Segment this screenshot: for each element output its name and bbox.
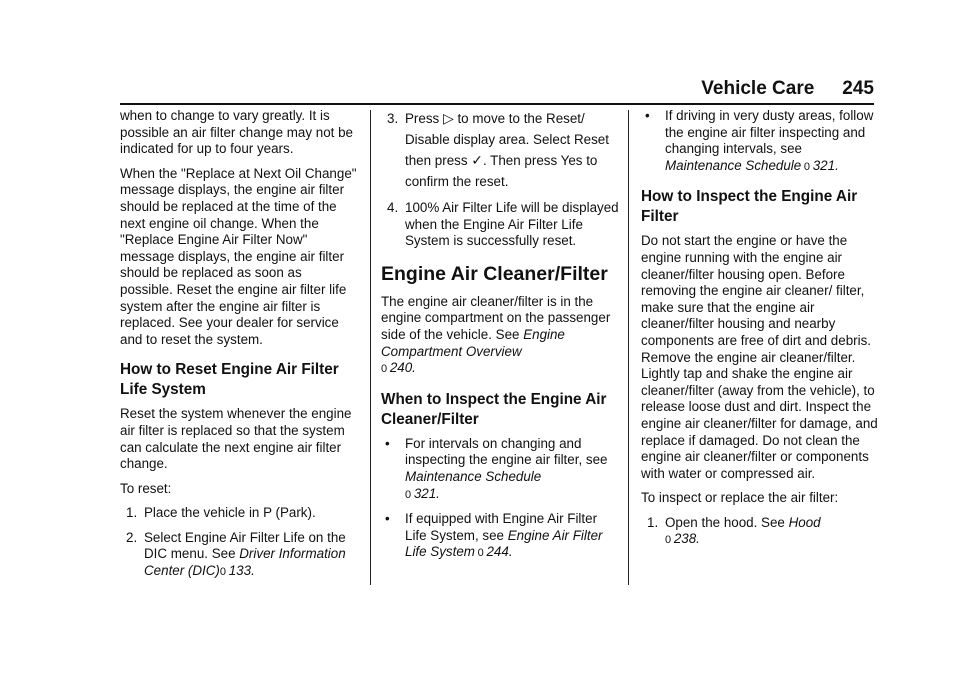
step-text: . Then press Yes to confirm the reset. bbox=[405, 153, 598, 189]
column-1 bbox=[120, 108, 358, 589]
list-item bbox=[120, 505, 358, 522]
list-item bbox=[381, 108, 619, 192]
ref-arrow-icon: 0 bbox=[219, 566, 227, 579]
page-header bbox=[701, 78, 874, 100]
cross-reference-link[interactable]: Engine Air Filter Life System bbox=[405, 527, 603, 560]
period: . bbox=[251, 563, 255, 579]
bullet-item: • For intervals on changing and inspecting the engine air filter, see Maintenance Schedule 0 321. bbox=[385, 435, 608, 501]
bullet: • bbox=[385, 435, 390, 451]
list-item bbox=[120, 530, 358, 581]
right-arrow-icon: ▷ bbox=[442, 110, 454, 126]
cross-reference-link[interactable]: Maintenance Schedule bbox=[665, 157, 802, 173]
page-reference[interactable]: 133 bbox=[228, 563, 252, 579]
cross-reference-link[interactable]: Engine Compartment Overview bbox=[381, 326, 565, 359]
section-heading: When to Inspect the Engine Air Cleaner/Filter bbox=[381, 390, 607, 428]
ref-arrow-icon: 0 bbox=[477, 547, 484, 560]
step-text: 100% Air Filter Life will be displayed when the Engine Air Filter Life System is successfully reset. bbox=[405, 200, 619, 249]
page-number: 245 bbox=[842, 78, 874, 99]
page-reference[interactable]: 321 bbox=[812, 157, 836, 173]
cross-reference-link[interactable]: Maintenance Schedule bbox=[405, 468, 542, 484]
ref-arrow-icon: 0 bbox=[665, 534, 672, 547]
ref-arrow-icon: 0 bbox=[405, 488, 412, 501]
main-heading: Engine Air Cleaner/Filter bbox=[381, 262, 608, 285]
bullet-item: • If driving in very dusty areas, follow the engine air filter inspecting and changing intervals, see Maintenance Schedule 0 321. bbox=[645, 108, 874, 173]
checkmark-icon: ✓ bbox=[471, 152, 483, 168]
paragraph: To inspect or replace the air filter: bbox=[641, 490, 839, 506]
section-heading: How to Reset Engine Air Filter Life System bbox=[120, 361, 339, 399]
cross-reference-link[interactable]: Driver Information Center (DIC) bbox=[144, 546, 346, 579]
bullet-item: • If equipped with Engine Air Filter Life System, see Engine Air Filter Life System 0 244. bbox=[385, 511, 603, 560]
column-3 bbox=[641, 108, 879, 557]
cross-reference-link[interactable]: Hood bbox=[788, 514, 821, 530]
paragraph: The engine air cleaner/filter is in the engine compartment on the passenger side of the vehicle. See Engine Compartment Overview 0 240. bbox=[381, 293, 611, 376]
step-number: 3. bbox=[387, 111, 399, 126]
step-text: Place the vehicle in P (Park). bbox=[144, 505, 316, 521]
page-reference[interactable]: 238 bbox=[673, 531, 697, 547]
header-rule bbox=[120, 103, 874, 105]
paragraph: Do not start the engine or have the engine running with the engine air cleaner/filter housing open. Before removing the engine air cleaner/ filter, make sure that the engine air cleaner/filter housing and nearby components are free of dirt and debris. Remove the engine air cleaner/filter. Lightly tap and shake the engine air cleaner/filter (away from the vehicle), to release loose dust and dirt. Inspect the engine air cleaner/filter for damage, and replace if damaged. Do not clean the engine air cleaner/filter or components with water or compressed air. bbox=[641, 233, 878, 481]
bullet: • bbox=[645, 108, 650, 123]
step-text: Press bbox=[405, 111, 443, 126]
step-text: to move to the Reset/ Disable display area. Select Reset then press bbox=[405, 111, 609, 168]
paragraph: When the "Replace at Next Oil Change" message displays, the engine air filter should be replaced at the time of the next engine oil change. When the "Replace Engine Air Filter Now" message displays, the engine air filter should be replaced as soon as possible. Reset the engine air filter life system after the engine air filter is replaced. See your dealer for service and to reset the system. bbox=[120, 165, 357, 347]
column-divider bbox=[628, 110, 629, 585]
page-reference[interactable]: 244 bbox=[486, 544, 509, 560]
list-item: 1. Open the hood. See Hood 0 238. bbox=[647, 514, 821, 547]
page-reference[interactable]: 321 bbox=[413, 485, 437, 501]
list-item bbox=[381, 200, 619, 250]
step-number: 1. bbox=[126, 505, 138, 521]
column-2 bbox=[381, 108, 619, 570]
step-number: 4. bbox=[387, 200, 399, 215]
bullet: • bbox=[385, 511, 390, 527]
paragraph: To reset: bbox=[120, 480, 172, 496]
step-number: 1. bbox=[647, 514, 659, 530]
step-text: Select Engine Air Filter Life on the DIC menu. See bbox=[144, 529, 346, 562]
ref-arrow-icon: 0 bbox=[381, 363, 388, 376]
paragraph: Reset the system whenever the engine air filter is replaced so that the system can calculate the next engine air filter change. bbox=[120, 406, 352, 472]
step-number: 2. bbox=[126, 529, 138, 545]
ref-arrow-icon: 0 bbox=[803, 160, 811, 173]
page-reference[interactable]: 240 bbox=[389, 360, 413, 376]
section-title: Vehicle Care bbox=[701, 78, 815, 99]
paragraph: when to change to vary greatly. It is possible an air filter change may not be indicated for up to four years. bbox=[120, 108, 353, 157]
section-heading: How to Inspect the Engine Air Filter bbox=[641, 188, 858, 226]
column-divider bbox=[370, 110, 371, 585]
